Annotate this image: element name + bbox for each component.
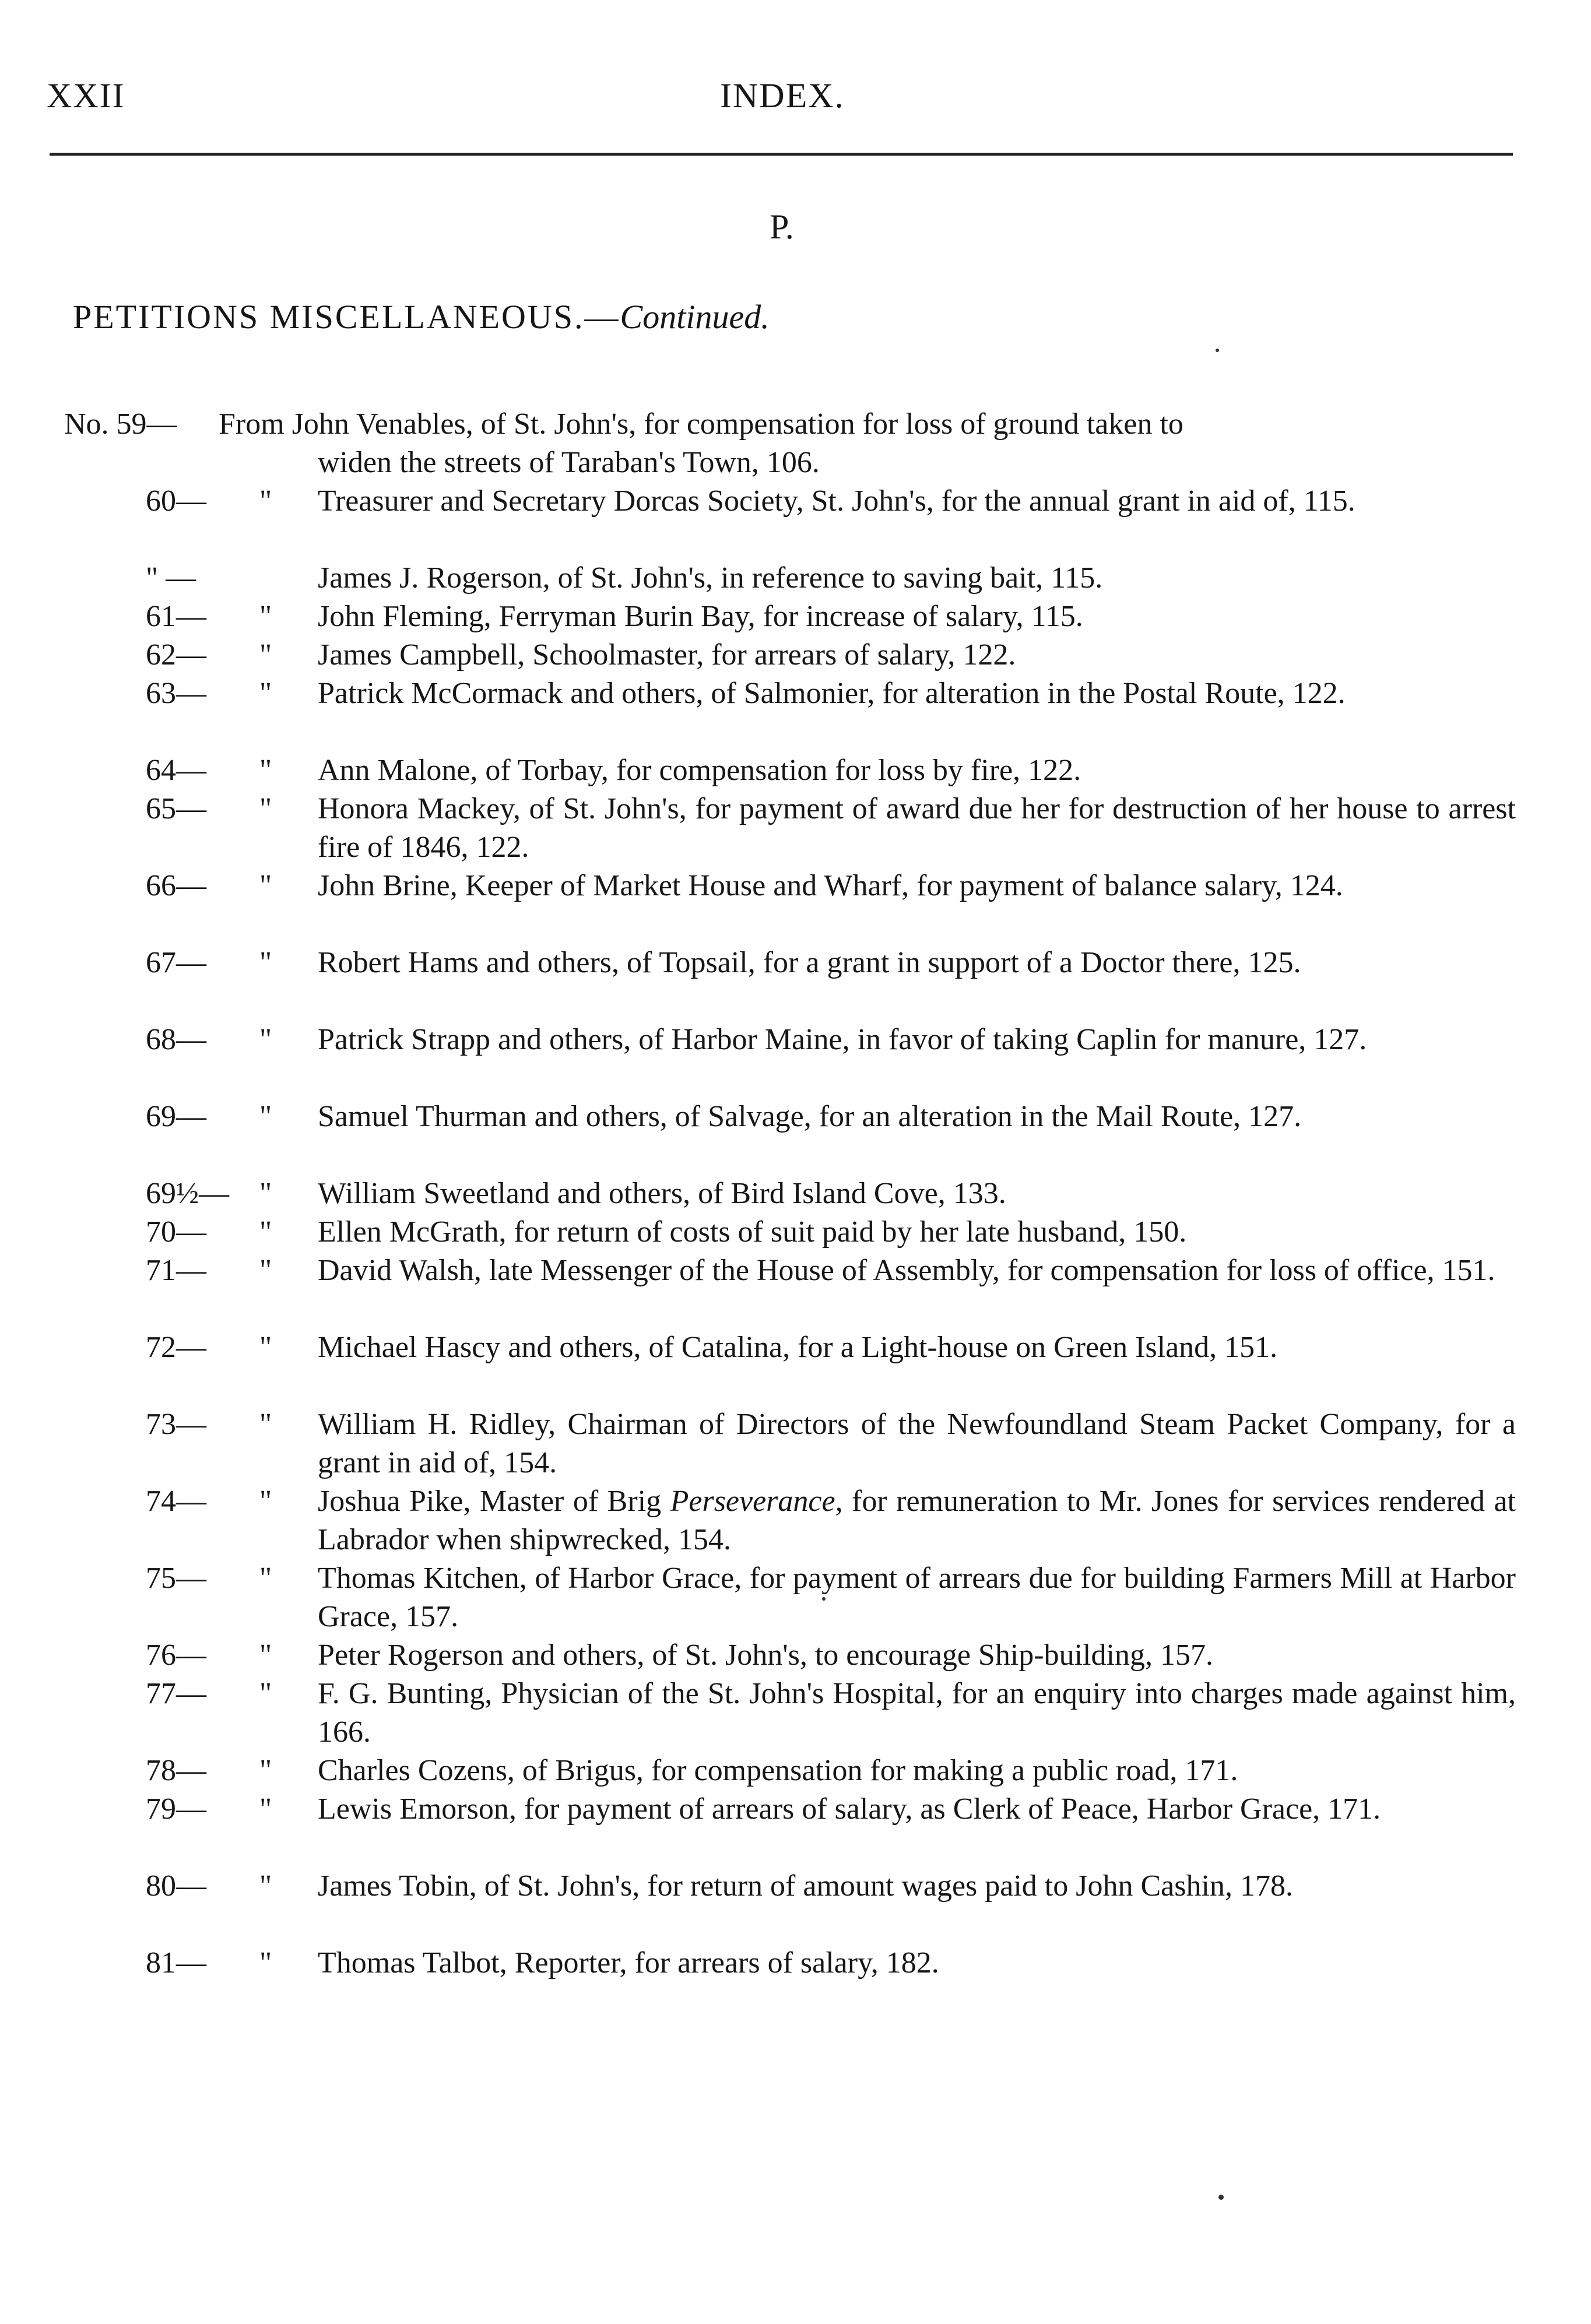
ditto-mark: " (259, 1023, 272, 1056)
entry-number: 81— (146, 1946, 206, 1980)
petition-entry (0, 751, 1591, 790)
entry-text: Patrick McCormack and others, of Salmonier, for alteration in the Postal Route, 122. (318, 677, 1346, 710)
petition-entry (0, 482, 1591, 559)
petition-entry (0, 674, 1591, 751)
ditto-mark: " (259, 600, 272, 633)
petition-entry (0, 790, 1591, 867)
petition-entry (0, 559, 1591, 597)
petition-entry (0, 1944, 1591, 1982)
entry-number: 63— (146, 677, 206, 710)
petition-entry (0, 636, 1591, 674)
entry-text: William Sweetland and others, of Bird Island Cove, 133. (318, 1177, 1006, 1210)
petition-entry (0, 1213, 1591, 1251)
ditto-mark: " (259, 1408, 272, 1441)
petition-entry (0, 597, 1591, 636)
section-title (73, 297, 770, 336)
petition-entry (0, 1867, 1591, 1944)
petition-entry (0, 1752, 1591, 1790)
entry-number: 65— (146, 792, 206, 825)
entry-number: " — (146, 561, 196, 595)
ditto-mark: " (259, 1562, 272, 1595)
petition-entry (0, 867, 1591, 944)
entry-from: From (219, 407, 285, 441)
entry-text (219, 405, 1516, 482)
ditto-mark: " (259, 1177, 272, 1210)
entry-text: John Brine, Keeper of Market House and Wharf, for payment of balance salary, 124. (318, 869, 1343, 902)
entry-text: Samuel Thurman and others, of Salvage, for an alteration in the Mail Route, 127. (318, 1100, 1302, 1133)
entry-text: Treasurer and Secretary Dorcas Society, St. John's, for the annual grant in aid of, 115. (318, 484, 1355, 518)
petition-entry (0, 1175, 1591, 1213)
entry-number: 72— (146, 1331, 206, 1364)
entry-text: Honora Mackey, of St. John's, for payment of award due her for destruction of her house to arrest fire of 1846, 122. (318, 792, 1516, 864)
petition-entry (0, 1675, 1591, 1752)
entry-number: 71— (146, 1254, 206, 1287)
entry-number: 66— (146, 869, 206, 902)
entry-text: Charles Cozens, of Brigus, for compensation for making a public road, 171. (318, 1754, 1238, 1787)
entry-text: Lewis Emorson, for payment of arrears of salary, as Clerk of Peace, Harbor Grace, 171. (318, 1792, 1381, 1826)
print-speck (1218, 2195, 1224, 2200)
print-speck (822, 1597, 826, 1601)
entry-text: Thomas Talbot, Reporter, for arrears of salary, 182. (318, 1946, 939, 1980)
entry-number: 68— (146, 1023, 206, 1056)
entry-text-before: Joshua Pike, Master of Brig (318, 1485, 670, 1518)
entry-number: 74— (146, 1485, 206, 1518)
section-title-text: PETITIONS MISCELLANEOUS.— (73, 298, 620, 336)
entry-text-line1: John Venables, of St. John's, for compensation for loss of ground taken to (291, 407, 1183, 441)
petition-entry (0, 944, 1591, 1021)
petition-entry (0, 405, 1591, 482)
entry-text: David Walsh, late Messenger of the House of Assembly, for compensation for loss of office, 151. (318, 1254, 1495, 1287)
ditto-mark: " (259, 1639, 272, 1672)
petition-entry (0, 1790, 1591, 1867)
ditto-mark: " (259, 792, 272, 825)
ditto-mark: " (259, 1215, 272, 1249)
petition-entry (0, 1559, 1591, 1636)
ditto-mark: " (259, 946, 272, 979)
ditto-mark: " (259, 754, 272, 787)
entry-number: 70— (146, 1215, 206, 1249)
entry-text-after: for remuneration to Mr. Jones for services rendered at Labrador when shipwrecked, 154. (318, 1485, 1516, 1556)
entry-number: 62— (146, 638, 206, 671)
petition-list (0, 405, 1591, 1982)
ditto-mark: " (259, 1792, 272, 1826)
petition-entry (0, 1405, 1591, 1482)
ditto-mark: " (259, 1485, 272, 1518)
entry-text: Thomas Kitchen, of Harbor Grace, for payment of arrears due for building Farmers Mill at Harbor Grace, 157. (318, 1562, 1516, 1633)
entry-text: Patrick Strapp and others, of Harbor Maine, in favor of taking Caplin for manure, 127. (318, 1023, 1367, 1056)
entry-number: 80— (146, 1869, 206, 1903)
entry-number: 76— (146, 1639, 206, 1672)
petition-entry (0, 1021, 1591, 1098)
entry-number: 61— (146, 600, 206, 633)
entry-text: James Campbell, Schoolmaster, for arrears of salary, 122. (318, 638, 1016, 671)
ditto-mark: " (259, 638, 272, 671)
petition-entry (0, 1251, 1591, 1328)
running-title: INDEX. (720, 76, 845, 115)
entry-number: 60— (146, 484, 206, 518)
ditto-mark: " (259, 1100, 272, 1133)
petition-entry (0, 1482, 1591, 1559)
petition-entry (0, 1636, 1591, 1675)
entry-number: 64— (146, 754, 206, 787)
entry-text-line2: widen the streets of Taraban's Town, 106. (318, 446, 820, 479)
entry-text: Peter Rogerson and others, of St. John's, to encourage Ship-building, 157. (318, 1639, 1213, 1672)
ditto-mark: " (259, 677, 272, 710)
entry-text: James J. Rogerson, of St. John's, in reference to saving bait, 115. (318, 561, 1103, 595)
entry-text: John Fleming, Ferryman Burin Bay, for increase of salary, 115. (318, 600, 1083, 633)
petition-entry (0, 1328, 1591, 1405)
ditto-mark: " (259, 869, 272, 902)
entry-number: 78— (146, 1754, 206, 1787)
entry-number: 69½— (146, 1177, 229, 1210)
entry-text: Ellen McGrath, for return of costs of suit paid by her late husband, 150. (318, 1215, 1187, 1249)
entry-text: Ann Malone, of Torbay, for compensation for loss by fire, 122. (318, 754, 1081, 787)
entry-number: 67— (146, 946, 206, 979)
page-number: XXII (47, 76, 125, 115)
entry-number: 79— (146, 1792, 206, 1826)
ditto-mark: " (259, 1946, 272, 1980)
entry-number: 77— (146, 1677, 206, 1710)
ditto-mark: " (259, 1254, 272, 1287)
ditto-mark: " (259, 1754, 272, 1787)
section-continued: Continued. (620, 298, 770, 336)
print-speck (1216, 349, 1219, 352)
entry-number: 69— (146, 1100, 206, 1133)
ditto-mark: " (259, 1331, 272, 1364)
ship-name: Perseverance, (670, 1485, 843, 1518)
ditto-mark: " (259, 1869, 272, 1903)
entry-text: William H. Ridley, Chairman of Directors of the Newfoundland Steam Packet Company, for a grant in aid of, 154. (318, 1408, 1516, 1479)
ditto-mark: " (259, 1677, 272, 1710)
entry-number: 73— (146, 1408, 206, 1441)
entry-number: 75— (146, 1562, 206, 1595)
entry-text (318, 1482, 1516, 1559)
entry-text: Michael Hascy and others, of Catalina, for a Light-house on Green Island, 151. (318, 1331, 1278, 1364)
section-letter: P. (770, 208, 794, 246)
ditto-mark: " (259, 484, 272, 518)
entry-number: No. 59— (64, 407, 177, 441)
entry-text: James Tobin, of St. John's, for return of amount wages paid to John Cashin, 178. (318, 1869, 1293, 1903)
header-rule (50, 153, 1513, 156)
petition-entry (0, 1098, 1591, 1175)
entry-text: Robert Hams and others, of Topsail, for a grant in support of a Doctor there, 125. (318, 946, 1301, 979)
entry-text: F. G. Bunting, Physician of the St. John's Hospital, for an enquiry into charges made against him, 166. (318, 1677, 1516, 1749)
